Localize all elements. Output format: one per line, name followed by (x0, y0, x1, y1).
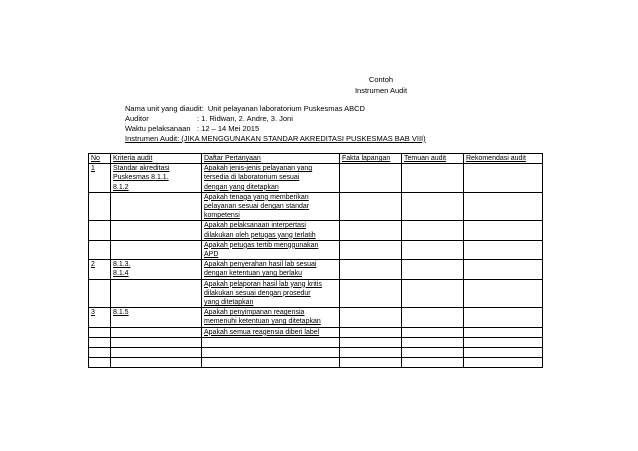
table-row (89, 240, 543, 259)
cell-pertanyaan-line: yang ditetapkan (204, 299, 254, 307)
cell-pertanyaan-line: Apakah semua reagensia diberi label (204, 328, 320, 336)
audit-meta (125, 104, 426, 144)
cell-pertanyaan-line: Apakah penyimpanan reagensia (204, 309, 305, 317)
cell-rekomendasi (464, 260, 543, 279)
cell-kriteria (111, 327, 202, 337)
document-subtitle: Instrumen Audit (354, 86, 408, 95)
cell-kriteria (111, 164, 202, 193)
cell-kriteria-line: 8.1.3. (113, 261, 131, 269)
cell-kriteria (111, 240, 202, 259)
meta-instrumen: Instrumen Audit: (JIKA MENGGUNAKAN STANDAR AKREDITASI PUSKESMAS BAB VIII) (125, 134, 426, 143)
cell-no (89, 327, 111, 337)
cell-temuan (402, 308, 464, 327)
cell-pertanyaan-line: tersedia di laboratorium sesuai (204, 174, 300, 182)
cell-no-value: 1 (91, 165, 95, 173)
cell-pertanyaan-line: dengan yang ditetapkan (204, 183, 279, 191)
cell-fakta (340, 308, 402, 327)
cell-pertanyaan (202, 260, 340, 279)
cell-kriteria (111, 221, 202, 240)
cell-fakta (340, 260, 402, 279)
cell-kriteria-line: 8.1.4 (113, 270, 129, 278)
cell-kriteria-line: 8.1.2 (113, 183, 129, 191)
meta-waktu-row (125, 124, 426, 134)
meta-waktu-label: Waktu pelaksanaan (125, 124, 191, 133)
cell-fakta (340, 327, 402, 337)
meta-instrumen-row (125, 134, 426, 144)
cell-pertanyaan-line: kompetensi (204, 212, 240, 220)
cell-rekomendasi (464, 327, 543, 337)
table-header-row (89, 154, 543, 164)
cell-pertanyaan (202, 164, 340, 193)
cell-temuan (402, 240, 464, 259)
cell-pertanyaan-line: Apakah jenis-jenis pelayanan yang (204, 165, 313, 173)
cell-pertanyaan (202, 279, 340, 308)
header-fakta: Fakta lapangan (340, 154, 402, 164)
cell-pertanyaan-line: Apakah petugas tertib menggunakan (204, 241, 319, 249)
cell-no-value: 3 (91, 309, 95, 317)
table-row-empty (89, 347, 543, 357)
cell-pertanyaan (202, 327, 340, 337)
audit-table (88, 153, 543, 368)
cell-fakta (340, 221, 402, 240)
header-temuan: Temuan audit (402, 154, 464, 164)
cell-fakta (340, 279, 402, 308)
meta-unit-label: Nama unit yang diaudit: (125, 104, 204, 113)
cell-temuan (402, 164, 464, 193)
cell-pertanyaan-line: pelayanan sesuai dengan standar (204, 203, 310, 211)
cell-rekomendasi (464, 308, 543, 327)
table-row (89, 279, 543, 308)
cell-temuan (402, 260, 464, 279)
cell-pertanyaan-line: dilakukan oleh petugas yang terlatih (204, 231, 316, 239)
cell-pertanyaan (202, 308, 340, 327)
cell-temuan (402, 279, 464, 308)
cell-pertanyaan-line: APD (204, 251, 219, 259)
cell-temuan (402, 327, 464, 337)
header-pertanyaan: Daftar Pertanyaan (202, 154, 340, 164)
cell-kriteria (111, 308, 202, 327)
audit-table-body (89, 164, 543, 338)
cell-kriteria-line: 8.1.5 (113, 309, 129, 317)
cell-rekomendasi (464, 164, 543, 193)
table-row (89, 327, 543, 337)
cell-pertanyaan-line: dilakukan sesuai dengan prosedur (204, 289, 311, 297)
cell-temuan (402, 221, 464, 240)
table-row (89, 308, 543, 327)
cell-kriteria (111, 260, 202, 279)
cell-kriteria-line: Puskesmas 8.1.1. (113, 174, 169, 182)
meta-unit-value: Unit pelayanan laboratorium Puskesmas ABCD (207, 104, 365, 113)
header-no: No (89, 154, 111, 164)
cell-fakta (340, 164, 402, 193)
table-row-empty (89, 337, 543, 347)
cell-pertanyaan-line: memenuhi ketentuan yang ditetapkan (204, 318, 321, 326)
meta-auditor-row (125, 114, 426, 124)
table-row (89, 260, 543, 279)
cell-pertanyaan-line: Apakah pelaporan hasil lab yang kritis (204, 280, 322, 288)
cell-pertanyaan-line: Apakah tenaga yang memberikan (204, 193, 309, 201)
table-row (89, 221, 543, 240)
audit-table-empty-rows (89, 337, 543, 367)
meta-waktu-value: : 12 – 14 Mei 2015 (197, 124, 260, 133)
document-title: Contoh (368, 75, 394, 84)
meta-auditor-value: : 1. Ridwan, 2. Andre, 3. Joni (197, 114, 293, 123)
cell-fakta (340, 240, 402, 259)
table-row (89, 164, 543, 193)
cell-pertanyaan-line: Apakah penyerahan hasil lab sesuai (204, 261, 317, 269)
cell-kriteria (111, 192, 202, 221)
cell-rekomendasi (464, 240, 543, 259)
cell-no (89, 192, 111, 221)
cell-pertanyaan (202, 221, 340, 240)
cell-no (89, 308, 111, 327)
header-kriteria: Kriteria audit (111, 154, 202, 164)
table-row-empty (89, 357, 543, 367)
cell-no (89, 240, 111, 259)
cell-fakta (340, 192, 402, 221)
cell-pertanyaan (202, 240, 340, 259)
cell-rekomendasi (464, 221, 543, 240)
cell-rekomendasi (464, 192, 543, 221)
cell-no (89, 164, 111, 193)
cell-temuan (402, 192, 464, 221)
cell-kriteria (111, 279, 202, 308)
cell-no (89, 260, 111, 279)
cell-pertanyaan (202, 192, 340, 221)
meta-auditor-label: Auditor (125, 114, 149, 123)
table-row (89, 192, 543, 221)
cell-no (89, 221, 111, 240)
header-rekomendasi: Rekomendasi audit (464, 154, 543, 164)
cell-no (89, 279, 111, 308)
meta-unit-row (125, 104, 426, 114)
cell-pertanyaan-line: dengan ketentuan yang berlaku (204, 270, 303, 278)
cell-no-value: 2 (91, 261, 95, 269)
cell-pertanyaan-line: Apakah pelaksanaan interpertasi (204, 222, 306, 230)
cell-kriteria-line: Standar akreditasi (113, 165, 170, 173)
cell-rekomendasi (464, 279, 543, 308)
